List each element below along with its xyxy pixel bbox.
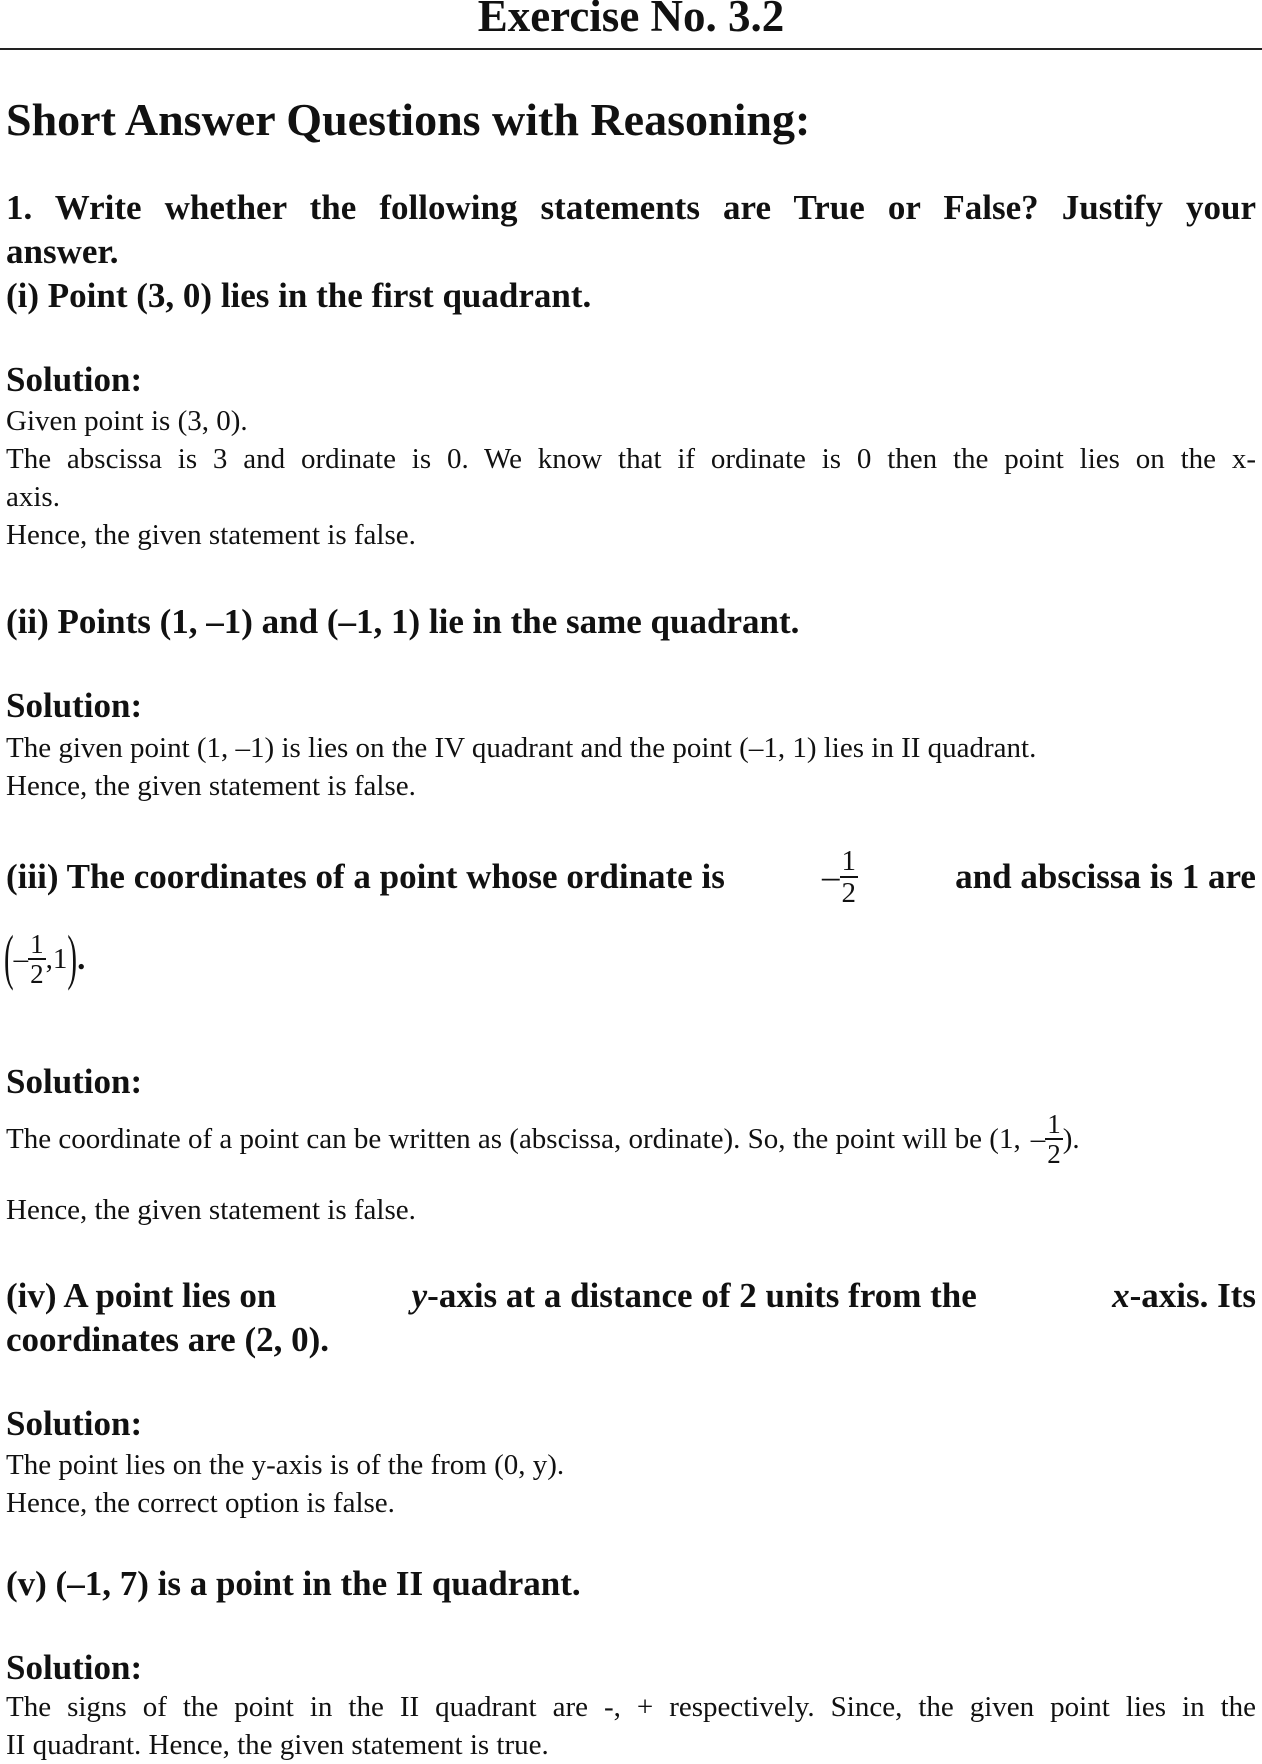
fraction [840,846,859,909]
part-v-line-2: II quadrant. Hence, the given statement is true. [6,1729,549,1761]
part-ii-solution-heading: Solution: [6,686,143,725]
left-paren: ( [4,924,14,992]
part-iii-answer-coordinates [4,924,86,992]
fraction-numerator: 1 [841,845,856,877]
part-v-statement: (v) (–1, 7) is a point in the II quadrant. [6,1564,581,1603]
part-iii-solution-heading: Solution: [6,1062,143,1101]
statement-period: . [77,940,86,977]
header-divider [0,48,1262,50]
fraction-sign: – [822,857,840,897]
part-i-line-1: Given point is (3, 0). [6,405,248,437]
coord-fraction-denominator: 2 [30,959,44,990]
part-iii-line-2: Hence, the given statement is false. [6,1194,416,1226]
part-iv-statement-a: (iv) A point lies on [6,1276,277,1315]
part-iii-ordinate-fraction [822,846,858,909]
part-iii-line-1-text: The coordinate of a point can be written as (abscissa, ordinate). So, the point will be (1, [6,1123,1021,1156]
fraction [1045,1110,1063,1169]
part-i-line-2: The abscissa is 3 and ordinate is 0. We know that if ordinate is 0 then the point lies on the x- [6,443,1256,475]
part-iii-line-1 [6,1110,1256,1169]
part-iv-statement-b: -axis at a distance of 2 units from the [427,1276,977,1315]
coord-rest: ,1 [45,942,68,975]
fraction-denominator: 2 [1047,1139,1061,1170]
part-v-solution-heading: Solution: [6,1648,143,1687]
coord-fraction [28,930,46,989]
part-v-line-1: The signs of the point in the II quadrant are -, + respectively. Since, the given point lies in the [6,1691,1256,1723]
fraction-sign: – [1030,1123,1046,1156]
part-i-line-3: axis. [6,481,60,513]
coord-sign: – [13,942,29,975]
part-iii-statement-text: (iii) The coordinates of a point whose ordinate is [6,857,725,897]
part-iv-statement-line-2: coordinates are (2, 0). [6,1320,330,1359]
question-1-line-2: answer. [6,232,119,271]
part-iv-line-1: The point lies on the y-axis is of the from (0, y). [6,1449,565,1481]
part-iii-statement [6,846,1256,909]
fraction-denominator: 2 [841,877,856,910]
part-i-line-4: Hence, the given statement is false. [6,519,416,551]
question-1-line-1: 1. Write whether the following statements are True or False? Justify your [6,188,1256,227]
part-ii-line-2: Hence, the given statement is false. [6,770,416,802]
part-iii-statement-tail: and abscissa is 1 are [955,857,1256,897]
part-iii-line-1-fraction [1031,1110,1063,1169]
variable-y: y [411,1276,428,1315]
part-ii-statement: (ii) Points (1, –1) and (–1, 1) lie in the same quadrant. [6,602,800,641]
part-ii-line-1: The given point (1, –1) is lies on the IV quadrant and the point (–1, 1) lies in II quadrant. [6,732,1037,764]
part-iii-line-1-tail: ). [1062,1123,1080,1156]
right-paren: ) [67,924,78,992]
part-iv-solution-heading: Solution: [6,1404,143,1443]
section-title: Short Answer Questions with Reasoning: [6,94,811,145]
coord-fraction-numerator: 1 [30,929,44,959]
part-iv-statement-line-1 [6,1274,1256,1318]
variable-x: x [1112,1276,1130,1315]
fraction-numerator: 1 [1047,1109,1061,1139]
exercise-title: Exercise No. 3.2 [477,0,785,41]
part-iv-line-2: Hence, the correct option is false. [6,1487,395,1519]
part-i-statement: (i) Point (3, 0) lies in the first quadrant. [6,276,592,315]
part-iv-statement-c: -axis. Its [1129,1276,1256,1315]
part-i-solution-heading: Solution: [6,360,143,399]
